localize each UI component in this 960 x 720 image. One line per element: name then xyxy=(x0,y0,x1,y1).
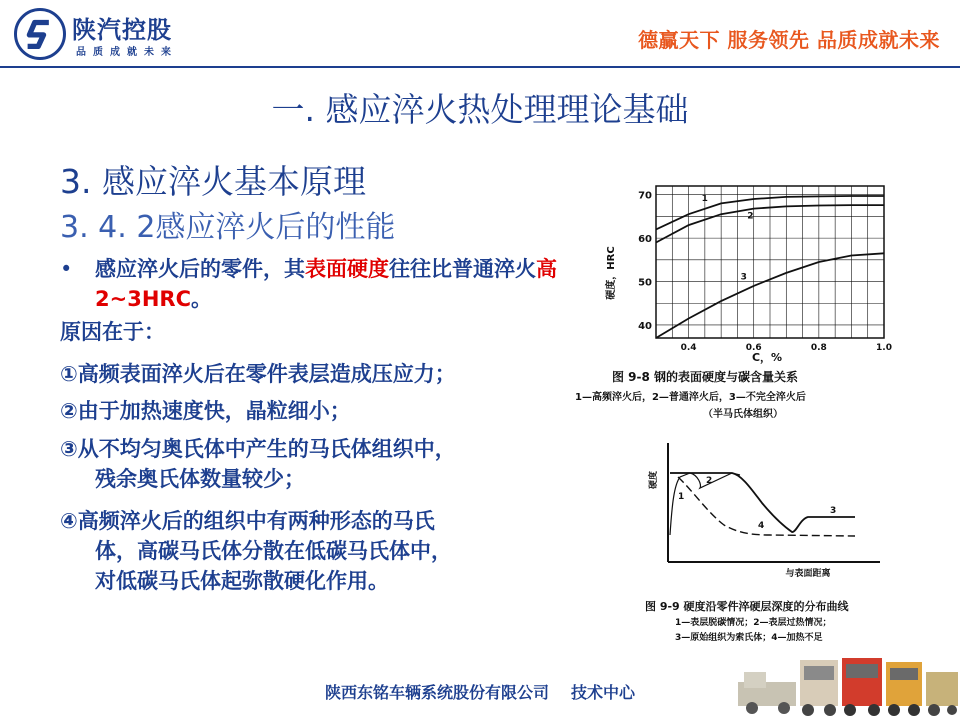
reason-item-1 xyxy=(60,359,456,389)
highlight-surface-hardness: 表面硬度 xyxy=(305,257,389,281)
x-axis-label: C，% xyxy=(751,351,783,364)
reason-item-3 xyxy=(60,434,456,494)
bullet-marker: • xyxy=(60,257,73,281)
bullet-text-part1: 感应淬火后的零件，其 xyxy=(95,257,305,281)
section-heading: 3. 感应淬火基本原理 xyxy=(60,162,366,201)
reason-item-4-line2: 体，高碳马氏体分散在低碳马氏体中， xyxy=(95,539,452,563)
figure-9-8-legend-line1: 1—高频淬火后，2—普通淬火后，3—不完全淬火后 xyxy=(575,392,806,403)
reason-item-1-line1: ①高频表面淬火后在零件表层造成压应力； xyxy=(60,362,456,386)
reason-item-2-line1: ②由于加热速度快，晶粒细小； xyxy=(60,399,351,423)
reason-item-4 xyxy=(60,506,452,596)
y-tick-label: 70 xyxy=(638,190,652,202)
subsection-heading: 3. 4. 2感应淬火后的性能 xyxy=(60,210,396,245)
bullet-text xyxy=(60,254,560,314)
series-label-1: 1 xyxy=(701,194,708,205)
x-tick-label: 1.0 xyxy=(876,343,892,353)
figure-9-9-legend-line1: 1—表层脱碳情况；2—表层过热情况； xyxy=(675,618,832,628)
chart-x-ticks xyxy=(681,343,892,353)
slide-title: 一. 感应淬火热处理理论基础 xyxy=(271,90,689,129)
x-tick-label: 0.6 xyxy=(745,343,762,353)
bullet-point xyxy=(60,254,560,314)
figure-9-8-legend-line2: （半马氏体组织） xyxy=(703,409,783,420)
figure-9-8-caption: 图 9-8 钢的表面硬度与碳含量关系 xyxy=(612,370,799,384)
fig99-curve-label-4: 4 xyxy=(758,521,765,531)
y-axis-label: 硬度，HRC xyxy=(606,246,617,300)
fig99-curve-label-3: 3 xyxy=(830,506,837,516)
header-divider xyxy=(0,66,960,68)
fig99-y-axis-label: 硬度 xyxy=(649,470,659,490)
y-tick-label: 60 xyxy=(638,234,652,246)
bullet-text-part2: 往往比普通淬火 xyxy=(389,257,536,281)
fig99-curve-label-2: 2 xyxy=(706,476,713,486)
fig99-x-axis-label: 与表面距离 xyxy=(785,569,831,579)
figure-9-9-caption: 图 9-9 硬度沿零件淬硬层深度的分布曲线 xyxy=(645,600,849,613)
chart-y-ticks xyxy=(638,191,652,332)
chart-grid xyxy=(656,186,884,338)
reasons-intro: 原因在于： xyxy=(60,320,165,344)
x-tick-label: 0.4 xyxy=(680,343,697,353)
reason-item-2 xyxy=(60,396,351,426)
bullet-text-part3: 。 xyxy=(190,287,212,311)
figure-9-9-legend-line2: 3—原始组织为索氏体；4—加热不足 xyxy=(675,633,823,643)
figure-9-8 xyxy=(600,178,900,364)
reason-item-4-line3: 对低碳马氏体起弥散硬化作用。 xyxy=(95,569,389,593)
reason-item-3-line1: ③从不均匀奥氏体中产生的马氏体组织中， xyxy=(60,437,456,461)
company-logo xyxy=(14,6,204,62)
x-tick-label: 0.8 xyxy=(810,343,827,353)
shaanxi-logo-icon xyxy=(14,8,66,60)
hardness-carbon-chart xyxy=(600,178,900,368)
fig99-curve-label-1: 1 xyxy=(678,492,685,502)
figure-9-9 xyxy=(640,435,890,585)
company-tagline: 品质成就未来 xyxy=(76,47,178,58)
footer-department: 技术中心 xyxy=(571,683,636,702)
footer xyxy=(0,680,960,703)
company-name: 陕汽控股 xyxy=(72,16,172,44)
reason-item-4-line1: ④高频淬火后的组织中有两种形态的马氏 xyxy=(60,509,435,533)
hardness-depth-chart xyxy=(640,435,890,585)
y-tick-label: 40 xyxy=(638,320,652,332)
curve-2 xyxy=(670,473,740,488)
highlight-hrc-value: 高2~3HRC xyxy=(95,257,557,311)
y-tick-label: 50 xyxy=(638,277,652,289)
reason-item-3-line2: 残余奥氏体数量较少； xyxy=(95,467,305,491)
series-label-3: 3 xyxy=(740,272,747,283)
footer-company: 陕西东铭车辆系统股份有限公司 xyxy=(324,683,549,702)
curve-1 xyxy=(670,473,690,535)
series-label-2: 2 xyxy=(747,211,754,222)
header-slogan: 德赢天下 服务领先 品质成就未来 xyxy=(638,28,940,52)
